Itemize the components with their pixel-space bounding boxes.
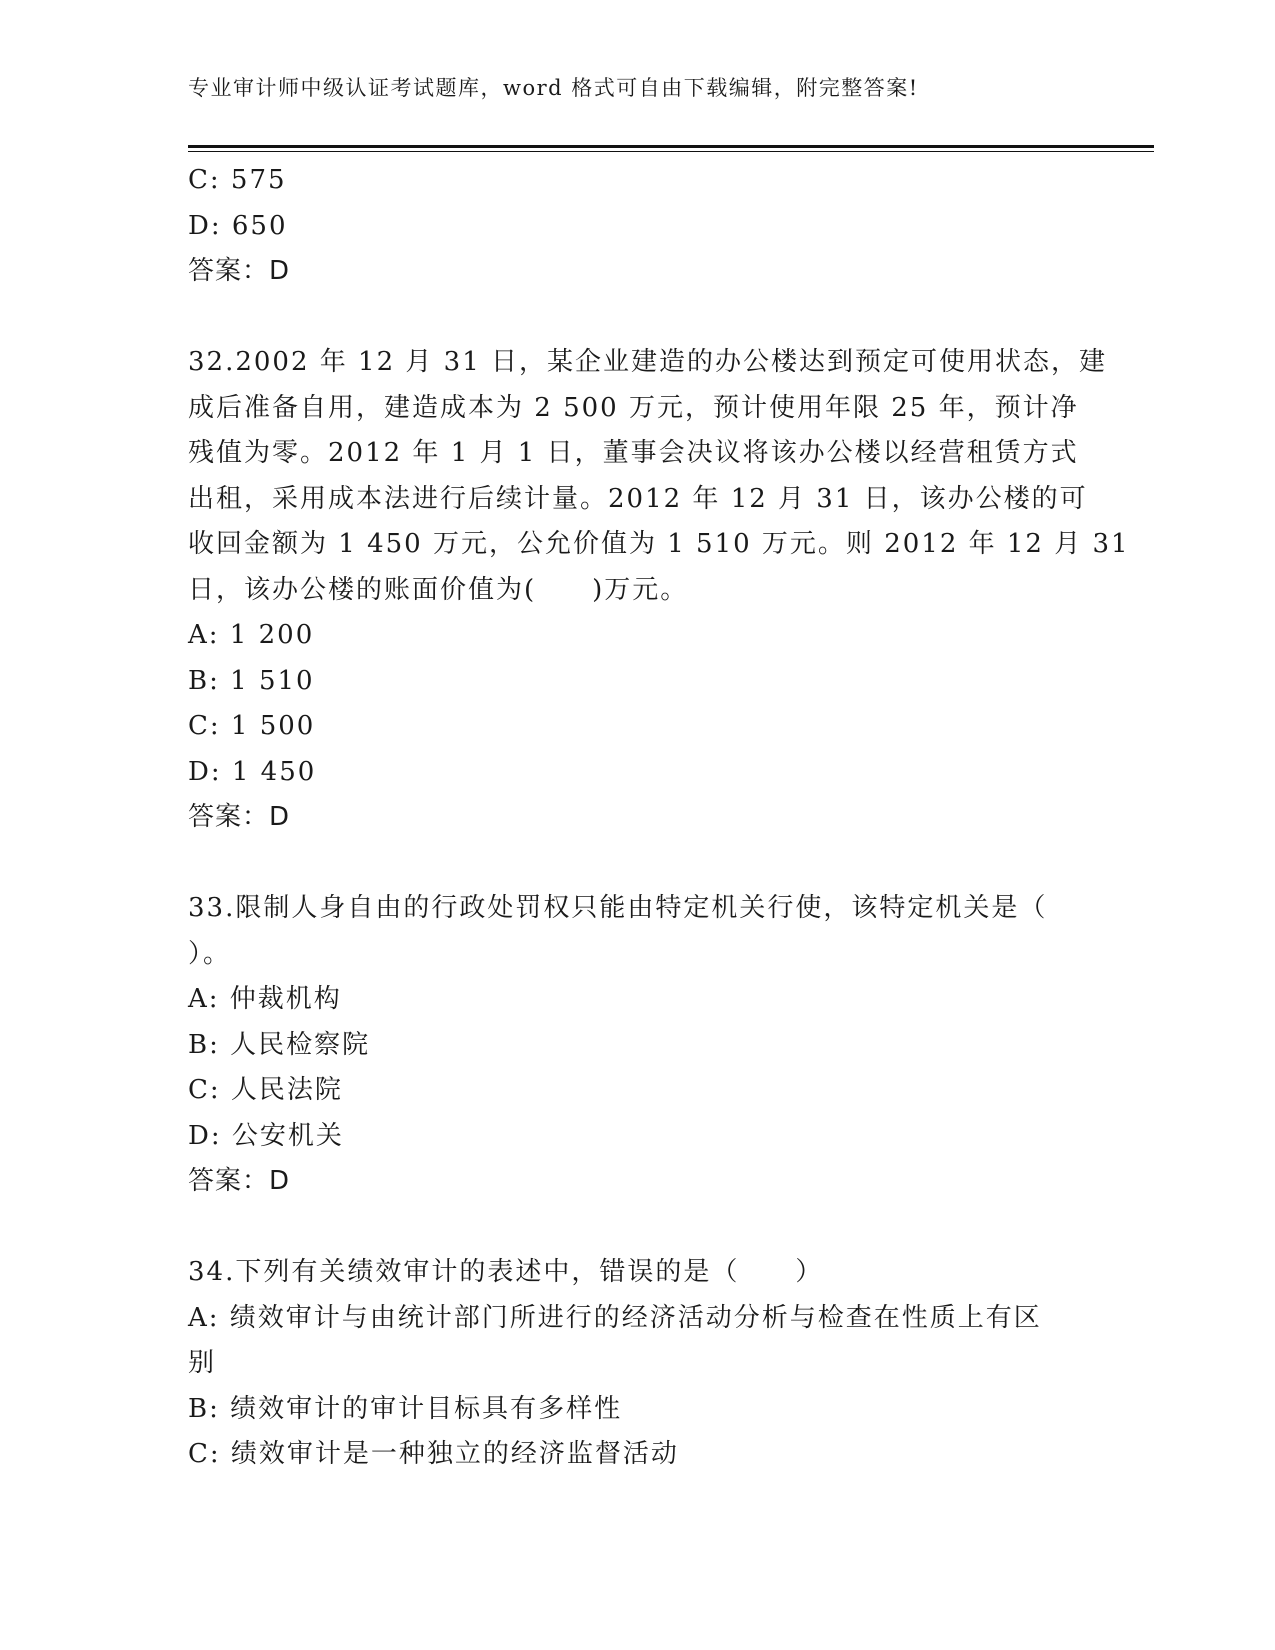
page-header: 专业审计师中级认证考试题库，word 格式可自由下载编辑，附完整答案! — [188, 76, 919, 100]
question-32 — [188, 340, 1130, 841]
option-d: D: 1 450 — [188, 756, 317, 787]
option-b: B: 人民检察院 — [188, 1029, 371, 1060]
option-d: D: 公安机关 — [188, 1120, 344, 1151]
spacer — [188, 841, 1088, 887]
question-stem-line: 34.下列有关绩效审计的表述中，错误的是（ ） — [188, 1257, 824, 1287]
question-33 — [188, 886, 1088, 1205]
question-stem-line: 32.2002 年 12 月 31 日，某企业建造的办公楼达到预定可使用状态，建 — [188, 347, 1108, 377]
option-c: C: 绩效审计是一种独立的经济监督活动 — [188, 1439, 679, 1469]
question-stem-line: 成后准备自用，建造成本为 2 500 万元，预计使用年限 25 年，预计净 — [188, 392, 1079, 423]
spacer — [188, 1205, 1088, 1251]
question-stem-line: 出租，采用成本法进行后续计量。2012 年 12 月 31 日，该办公楼的可 — [188, 483, 1088, 514]
option-a: A: 1 200 — [188, 620, 315, 650]
option-a-continued: 别 — [188, 1348, 217, 1378]
option-c: C: 1 500 — [188, 711, 316, 741]
option-b: B: 1 510 — [188, 665, 315, 696]
header-rule-thin — [188, 151, 1154, 152]
question-stem-line: 33.限制人身自由的行政处罚权只能由特定机关行使，该特定机关是（ — [188, 893, 1048, 923]
question-stem-line: 残值为零。2012 年 1 月 1 日，董事会决议将该办公楼以经营租赁方式 — [188, 438, 1079, 468]
question-stem-line: 收回金额为 1 450 万元，公允价值为 1 510 万元。则 2012 年 12 月 31 — [188, 529, 1130, 559]
question-34 — [188, 1250, 1088, 1478]
spacer — [188, 295, 1088, 341]
answer-line: 答案：D — [188, 802, 291, 832]
option-b: B: 绩效审计的审计目标具有多样性 — [188, 1393, 623, 1424]
option-a: A: 绩效审计与由统计部门所进行的经济活动分析与检查在性质上有区 — [188, 1302, 1042, 1333]
prev-question — [188, 158, 1088, 295]
answer-line: 答案：D — [188, 256, 291, 286]
option-a: A: 仲裁机构 — [188, 984, 342, 1014]
header-rule-thick — [188, 145, 1154, 148]
option-c: C: 人民法院 — [188, 1075, 343, 1105]
option-d: D: 650 — [188, 210, 288, 241]
answer-line: 答案：D — [188, 1166, 291, 1196]
question-content — [188, 158, 1130, 1478]
question-stem-line: ）。 — [188, 938, 232, 969]
option-c: C: 575 — [188, 165, 287, 195]
question-stem-line: 日，该办公楼的账面价值为( )万元。 — [188, 574, 689, 605]
